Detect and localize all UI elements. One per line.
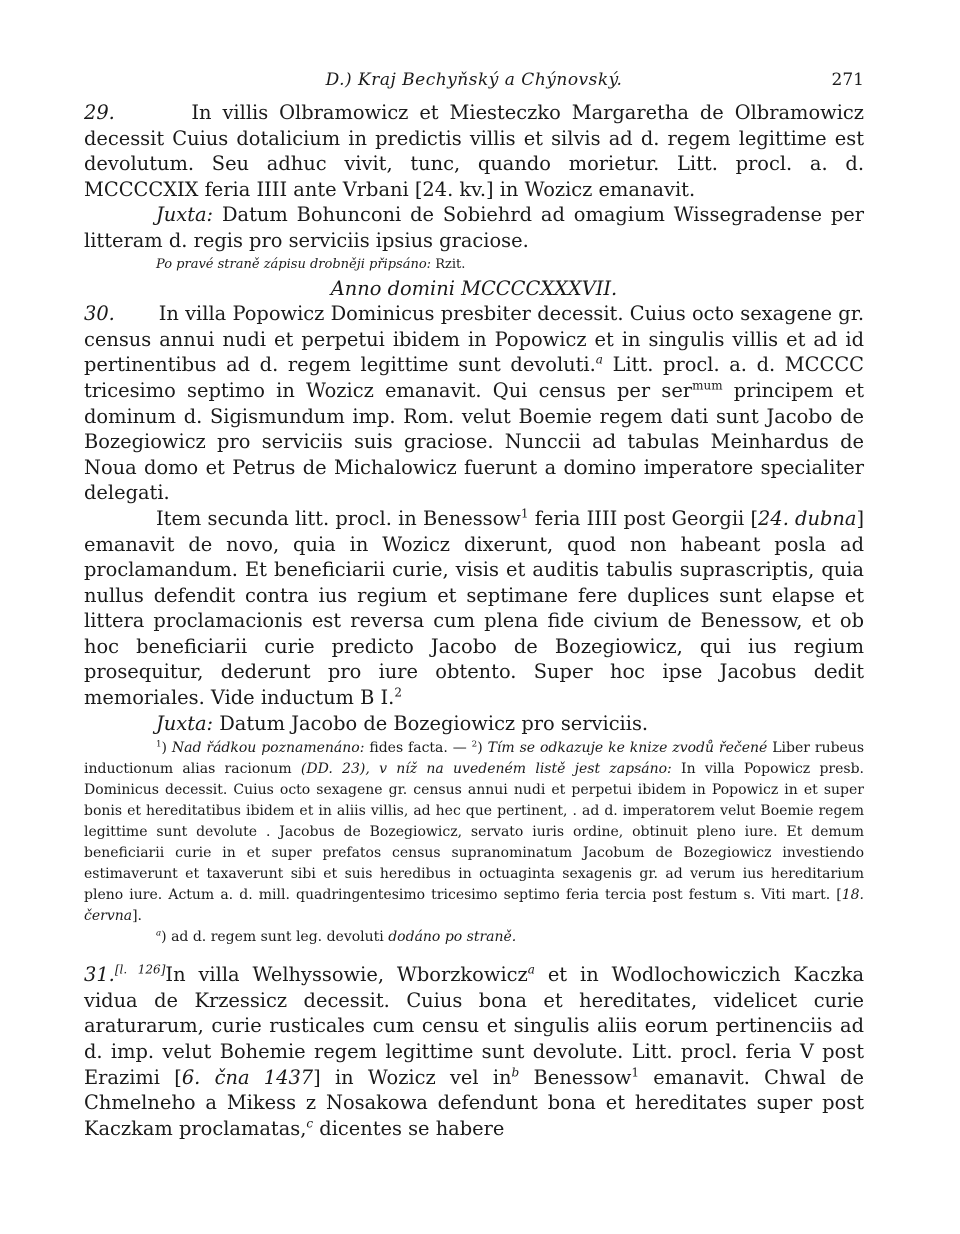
main-text (84, 100, 864, 1141)
spacer (84, 948, 864, 962)
note-text: Rzit. (435, 256, 466, 272)
footnote-text: fides facta. — (369, 740, 467, 757)
footnote-1-2: $^1$) Nad řádkou poznamenáno: fides facta. — $^2$) Tím se odkazuje ke knize zvodů řečené Liber rubeus inductionum alias racionum (DD. 23), v níž na uvedeném listě jest zapsáno: In villa Popowicz presb. Dominicus decessit. Cuius octo sexagene gr. census annui nudi et perpetui ibidem in Popowicz in et super bonis et hereditatibus ibidem et in aliis villis, ad hec que pertinent, . ad d. imperatorem velut Boemie regem legittime sunt devolute . Jacobus de Bozegiowicz, servato iuris ordine, obtinuit pleno iure. Et demum beneficiarii curie in et super prefatos census supranominatum Jacobum de Bozegiowicz investiendo estimaverunt et taxaverunt sibi et suis heredibus in octuaginta sexagenis gr. ad verum ius hereditarium pleno iure. Actum a. d. mill. quadringentesimo tricesimo septimo feria tercia post festum s. Viti mart. [18. června]. (84, 739, 865, 925)
entry-30-item (84, 506, 864, 711)
footnote-italic: dodáno po straně. (388, 929, 517, 946)
date: 6. čna 1437 (181, 1065, 314, 1089)
entry-text: dicentes se habere (313, 1116, 505, 1140)
entry-text: feria IIII post Georgii [ (528, 506, 759, 530)
footnote-ref: 1 (520, 506, 529, 521)
footnote-text: In villa Popowicz presb. Dominicus decessit. Cuius octo sexagene gr. census annui nudi et perpetui ibidem in Popowicz in et super bonis et hereditatibus ibidem et in aliis villis, ad hec que pertinent, . ad d. imperatorem velut Boemie regem legittime sunt devolute . Jacobus de Bozegiowicz, servato iuris ordine, obtinuit pleno iure. Et demum beneficiarii curie in et super prefatos census supranominatum Jacobum de Bozegiowicz investiendo estimaverunt et taxaverunt sibi et suis heredibus in octuaginta sexagenis gr. ad verum ius hereditarium pleno iure. Actum a. d. mill. quadringentesimo tricesimo septimo feria tercia post festum s. Viti mart. [ (84, 761, 864, 904)
date: 18. června (84, 887, 864, 925)
footnote-text: ) ad d. regem sunt leg. devoluti (161, 929, 384, 946)
juxta-30 (84, 711, 864, 737)
entry-30 (84, 301, 864, 506)
entry-31 (84, 962, 864, 1141)
entry-text: In villa Welhyssowie, Wborzkowicz (165, 963, 528, 987)
entry-number: 29. (84, 101, 115, 124)
margin-note-29 (84, 254, 864, 276)
entry-number: 31. (84, 963, 115, 987)
page-number: 271 (831, 70, 864, 90)
footnote-ref: a (595, 352, 603, 367)
superscript: mum (692, 378, 723, 393)
juxta-text: Datum Jacobo de Bozegiowicz pro serviciis. (219, 711, 649, 735)
footnote-text: ]. (132, 908, 143, 925)
entry-text: principem et dominum d. Sigismundum imp. Rom. velut Boemie regem dati sunt Jacobo de Bozegiowicz pro serviciis suis graciose. Nunccii ad tabulas Meinhardus de Noua domo et Petrus de Michalowicz fuerunt a domino imperatore specialiter delegati. (84, 378, 864, 505)
entry-text: In villis Olbramowicz et Miesteczko Margaretha de Olbramowicz decessit Cuius dotalicium in predictis villis et silvis ad d. regem legittime est devolutum. Seu adhuc vivit, tunc, quando morietur. Litt. procl. a. d. MCCCCXIX feria IIII ante Vrbani [24. kv.] in Wozicz emanavit. (84, 101, 864, 201)
juxta-label: Juxta: (156, 711, 214, 735)
footnote-italic: Nad řádkou poznamenáno: (171, 740, 365, 757)
running-title: D.) Kraj Bechyňský a Chýnovský. (325, 70, 623, 90)
entry-text: ] in Wozicz vel in (313, 1065, 512, 1089)
running-header (84, 70, 864, 100)
footnote-ref: a (527, 962, 535, 977)
footnote-ref: 2 (394, 685, 403, 700)
juxta-label: Juxta: (156, 203, 214, 227)
entry-text: et in Wodlochowiczich Kaczka vidua de Krzessicz decessit. Cuius bona et hereditates, videlicet curie araturarum, curie rusticales cum censu et singulis aliis eorum pertinenciis ad d. imp. velut Bohemie regem legittime sunt devolute. Litt. procl. feria V post Erazimi [ (84, 963, 865, 1089)
entry-text: Item secunda litt. procl. in Benessow (156, 506, 521, 530)
footnote-text: Liber rubeus inductionum alias racionum (84, 740, 865, 778)
note-italic: Po pravé straně zápisu drobněji připsáno: (156, 256, 432, 272)
entry-29 (84, 100, 864, 202)
footnote-ref: b (511, 1065, 520, 1080)
footnote-ref: 1 (631, 1065, 640, 1080)
footnotes (84, 738, 864, 948)
entry-text: ] emanavit de novo, quia in Wozicz dixerunt, quod non habeant posla ad proclamandum. Et beneficiarii curie, visis et auditis tabulis suprascriptis, quia nullus defendit contra ius regium et septimane fere duplices sunt elapse et littera proclamacionis est reversa cum plena fide civium de Benessow, et ob hoc beneficiarii curie predicto Jacobo de Bozegiowicz, qui ius regium prosequitur, dederunt pro iure obtento. Super hoc ipse Jacobus dedit memoriales. Vide inductum B I. (84, 506, 865, 710)
footnote-mark: 1 (156, 739, 162, 750)
juxta-text: Datum Bohunconi de Sobiehrd ad omagium Wissegradense per litteram d. regis pro serviciis ipsius graciose. (84, 203, 864, 252)
entry-text: emanavit. Chwal de Chmelneho a Mikess z Nosakowa defendunt bona et hereditates super post Kaczkam proclamatas, (84, 1065, 864, 1140)
folio-mark: [l. 126] (114, 962, 166, 977)
entry-text: Benessow (519, 1065, 632, 1089)
footnote-mark: 2 (471, 739, 478, 750)
date: 24. dubna (758, 506, 857, 530)
footnote-mark: a (156, 928, 162, 939)
footnote-a (84, 927, 864, 948)
entry-number: 30. (84, 302, 115, 326)
footnote-ref: c (306, 1116, 314, 1131)
footnote-ref-text: (DD. 23), v níž na uvedeném listě jest zapsáno: (300, 761, 672, 778)
page (84, 70, 864, 1141)
entry-text: Litt. procl. a. d. MCCCC tricesimo septimo in Wozicz emanavit. Qui census per ser (84, 353, 864, 402)
year-heading: Anno domini MCCCCXXXVII. (330, 276, 618, 300)
juxta-29 (84, 202, 864, 253)
entry-text: In villa Popowicz Dominicus presbiter decessit. Cuius octo sexagene gr. census annui nudi et perpetui ibidem in Popowicz et in singulis villis et ad id pertinentibus ad d. regem legittime sunt devoluti. (84, 302, 864, 377)
footnote-italic: Tím se odkazuje ke knize zvodů řečené (487, 740, 768, 757)
